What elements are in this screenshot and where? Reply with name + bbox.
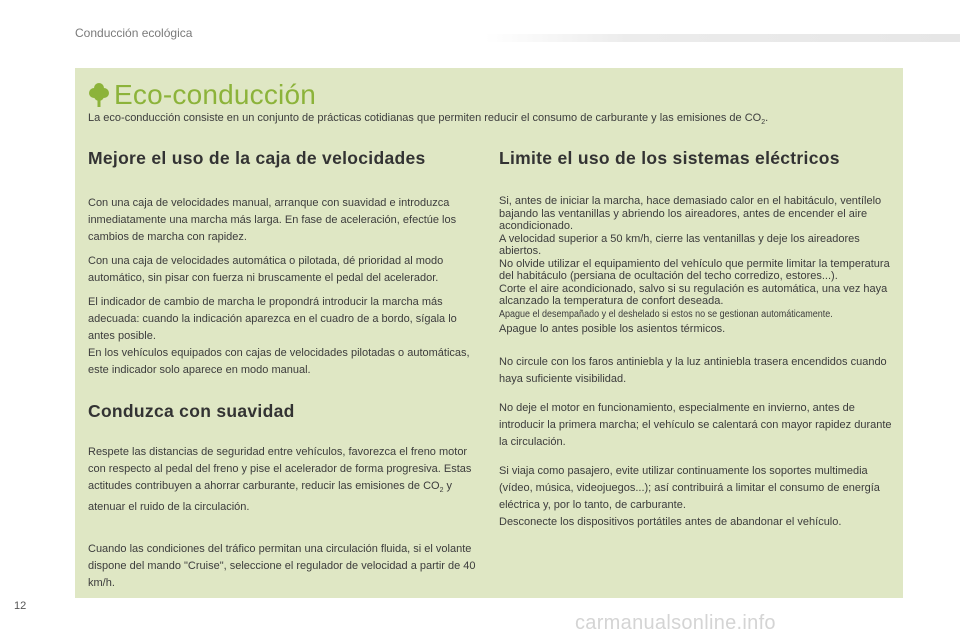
heading-smooth-driving: Conduzca con suavidad [88,401,295,421]
paragraph: A velocidad superior a 50 km/h, cierre las ventanillas y deje los aireadores abiertos. [499,232,860,257]
tree-icon [88,82,110,108]
left-column [88,148,483,592]
paragraph: Con una caja de velocidades manual, arranque con suavidad e introduzca inmediatamente una marcha más larga. En fase de aceleración, efectúe los cambios de marcha con rapidez. [88,197,457,243]
heading-gearbox: Mejore el uso de la caja de velocidades [88,148,426,168]
right-column [499,148,895,531]
watermark: carmanualsonline.info [575,612,776,634]
page-number: 12 [14,600,27,612]
section-header: Conducción ecológica [75,26,193,40]
paragraph: Si viaja como pasajero, evite utilizar continuamente los soportes multimedia (vídeo, música, videojuegos...); así contribuirá a limitar el consumo de energía eléctrica y, por lo tanto, de carburante. [499,464,880,511]
paragraph: Desconecte los dispositivos portátiles antes de abandonar el vehículo. [499,515,842,528]
title-row [88,78,316,112]
intro-text: La eco-conducción consiste en un conjunto de prácticas cotidianas que permiten reducir el consumo de carburante y las emisiones de $CO_2$. [88,112,769,127]
heading-electrical-systems: Limite el uso de los sistemas eléctricos [499,148,840,168]
paragraph: No circule con los faros antiniebla y la luz antiniebla trasera encendidos cuando haya suficiente visibilidad. [499,355,887,385]
paragraph: Cuando las condiciones del tráfico permitan una circulación fluida, si el volante dispone del mando "Cruise", seleccione el regulador de velocidad a partir de 40 km/h. [88,543,476,590]
paragraph: No deje el motor en funcionamiento, especialmente en invierno, antes de introducir la primera marcha; el vehículo se calentará con mayor rapidez durante la circulación. [499,401,892,448]
header-rule [485,34,960,42]
paragraph: En los vehículos equipados con cajas de velocidades pilotadas o automáticas, este indicador solo aparece en modo manual. [88,347,470,376]
paragraph: Apague el desempañado y el deshelado si estos no se gestionan automáticamente. [499,308,833,320]
paragraph: Respete las distancias de seguridad entre vehículos, favorezca el freno motor con respecto al pedal del freno y pise el acelerador de forma progresiva. Estas actitudes contribuyen a ahorrar carburante, reducir las emisiones de $CO_2$ y atenuar el ruido de la circulación. [88,446,472,514]
paragraph: Apague lo antes posible los asientos térmicos. [499,322,726,335]
paragraph: Si, antes de iniciar la marcha, hace demasiado calor en el habitáculo, ventílelo bajando las ventanillas y abriendo los aireadores, antes de encender el aire acondicionado. [499,195,882,232]
paragraph: Con una caja de velocidades automática o pilotada, dé prioridad al modo automático, sin pisar con fuerza ni bruscamente el pedal del acelerador. [88,255,444,284]
paragraph: El indicador de cambio de marcha le propondrá introducir la marcha más adecuada: cuando la indicación aparezca en el cuadro de a bordo, sígala lo antes posible. [88,296,457,342]
paragraph: No olvide utilizar el equipamiento del vehículo que permite limitar la temperatura del habitáculo (persiana de ocultación del techo corredizo, estores...). [499,257,890,282]
paragraph: Corte el aire acondicionado, salvo si su regulación es automática, una vez haya alcanzado la temperatura de confort deseada. [499,282,888,307]
page-title: Eco-conducción [114,79,317,110]
